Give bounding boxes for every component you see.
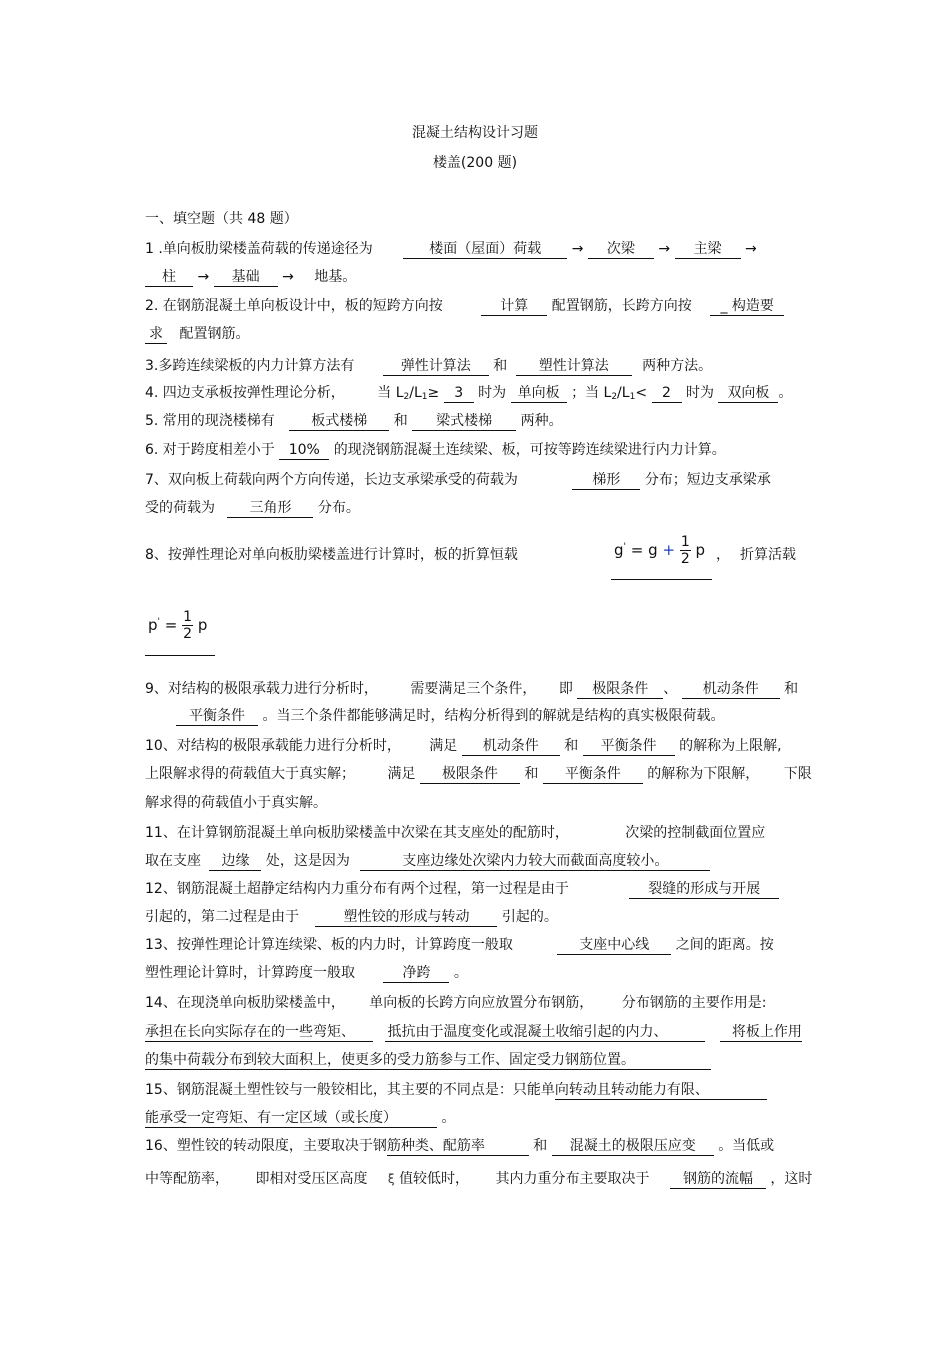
- answer-blank: 三角形: [227, 500, 313, 518]
- question-1-line-1: 1 .单向板肋梁楼盖荷载的传递途径为 楼面（屋面）荷载 → 次梁 → 主梁 →: [145, 241, 757, 257]
- question-7-line-2: 受的荷载为 三角形 分布。: [145, 500, 360, 516]
- question-14-line-1: 14、在现浇单向板肋梁楼盖中， 单向板的长跨方向应放置分布钢筋， 分布钢筋的主要作用是:: [145, 995, 767, 1011]
- question-15-line-2: 能承受一定弯矩、有一定区域（或长度） 。: [145, 1110, 456, 1126]
- formula-underline: [611, 579, 712, 580]
- question-15-line-1: 15、钢筋混凝土塑性铰与一般铰相比，其主要的不同点是：只能单向转动且转动能力有限、: [145, 1081, 767, 1100]
- question-10-line-2: 上限解求得的荷载值大于真实解； 满足 极限条件 和 平衡条件 的解称为下限解， 下限: [145, 766, 812, 782]
- question-7-line-1: 7、双向板上荷载向两个方向传递，长边支承梁承受的荷载为 梯形 分布；短边支承梁承: [145, 472, 771, 488]
- question-16-line-2: 中等配筋率， 即相对受压区高度 ξ 值较低时， 其内力重分布主要取决于 钢筋的流幅 ，这时: [145, 1171, 813, 1187]
- answer-blank: 向转动且转动能力有限、: [555, 1082, 767, 1100]
- question-13-line-2: 塑性理论计算时，计算跨度一般取 净跨 。: [145, 965, 468, 981]
- answer-blank: 双向板: [718, 385, 778, 403]
- answer-blank: 主梁: [675, 241, 741, 259]
- answer-blank: 3: [444, 385, 474, 403]
- answer-blank: 机动条件: [682, 681, 780, 699]
- answer-blank: 支座中心线: [557, 937, 671, 955]
- answer-blank: 楼面（屋面）荷载: [403, 241, 567, 259]
- document-subtitle: 楼盖(200 题): [432, 155, 518, 171]
- answer-blank: 梁式楼梯: [412, 413, 516, 431]
- question-11-line-2: 取在支座 边缘 处，这是因为 支座边缘处次梁内力较大而截面高度较小。: [145, 852, 710, 871]
- answer-blank: 塑性铰的形成与转动: [315, 909, 497, 927]
- answer-blank: 极限条件: [420, 766, 520, 784]
- question-6: 6. 对于跨度相差小于 10% 的现浇钢筋混凝土连续梁、板，可按等跨连续梁进行内力计算。: [145, 442, 726, 458]
- answer-blank: 机动条件: [462, 738, 560, 756]
- answer-blank: 平衡条件: [176, 708, 258, 726]
- answer-blank: 梯形: [572, 472, 640, 490]
- question-14-line-2: [145, 1023, 802, 1042]
- question-13-line-1: 13、按弹性理论计算连续梁、板的内力时，计算跨度一般取 支座中心线 之间的距离。按: [145, 937, 774, 953]
- answer-blank: 边缘: [209, 853, 261, 871]
- question-8-text: 8、按弹性理论对单向板肋梁楼盖进行计算时，板的折算恒载: [145, 547, 518, 563]
- answer-blank: 求: [145, 326, 167, 344]
- answer-blank: 将板上作用: [720, 1024, 802, 1042]
- question-12-line-1: 12、钢筋混凝土超静定结构内力重分布有两个过程，第一过程是由于 裂缝的形成与开展: [145, 880, 779, 899]
- answer-blank: 钢筋的流幅: [670, 1171, 766, 1189]
- question-4: 4. 四边支承板按弹性理论分析， 当 $L_2/L_1\ge 3$ 时为 单向板 ；当 $L_2/L_1< 2$ 时为 双向板 。: [145, 385, 793, 402]
- question-1-line-2: 柱 → 基础 → 地基。: [145, 268, 356, 287]
- answer-blank: 筋种类、配筋率: [387, 1138, 529, 1156]
- answer-blank: 的集中荷载分布到较大面积上，使更多的受力筋参与工作、固定受力钢筋位置。: [145, 1052, 711, 1070]
- answer-blank: 弹性计算法: [383, 358, 489, 376]
- question-10-line-1: 10、对结构的极限承载能力进行分析时， 满足 机动条件 和 平衡条件 的解称为上限解,: [145, 738, 782, 754]
- answer-blank: 抵抗由于温度变化或混凝土收缩引起的内力、: [385, 1024, 705, 1042]
- question-5: 5. 常用的现浇楼梯有 板式楼梯 和 梁式楼梯 两种。: [145, 413, 563, 429]
- question-2-line-2: 求 配置钢筋。: [145, 325, 249, 344]
- answer-blank: 净跨: [383, 965, 449, 983]
- question-14-line-3: [145, 1051, 711, 1070]
- question-8-live-load-label: 折算活载: [740, 547, 796, 563]
- answer-blank: 能承受一定弯矩、有一定区域（或长度）: [145, 1110, 437, 1128]
- formula-underline: [145, 655, 215, 656]
- answer-blank: 计算: [481, 298, 547, 316]
- answer-blank: 平衡条件: [583, 738, 675, 756]
- answer-blank: 平衡条件: [543, 766, 643, 784]
- answer-blank: 次梁: [588, 241, 654, 259]
- answer-blank: 板式楼梯: [289, 413, 389, 431]
- formula-g-prime: g' = g + $\frac{1}{2}$ p: [614, 534, 706, 567]
- answer-blank: _ 构造要: [710, 298, 784, 316]
- answer-blank: 单向板: [511, 385, 567, 403]
- answer-blank: 极限条件: [577, 681, 663, 699]
- xi-symbol: ξ: [387, 1172, 395, 1186]
- answer-blank: 10%: [279, 442, 329, 460]
- document-title: 混凝土结构设计习题: [412, 125, 538, 141]
- answer-blank: 基础: [214, 269, 278, 287]
- question-10-line-3: 解求得的荷载值小于真实解。: [145, 795, 327, 811]
- question-12-line-2: 引起的，第二过程是由于 塑性铰的形成与转动 引起的。: [145, 909, 558, 925]
- question-3: 3.多跨连续梁板的内力计算方法有 弹性计算法 和 塑性计算法 两种方法。: [145, 358, 713, 374]
- answer-blank: 裂缝的形成与开展: [629, 881, 779, 899]
- question-8-comma: ，: [716, 547, 730, 563]
- answer-blank: 支座边缘处次梁内力较大而截面高度较小。: [360, 853, 710, 871]
- question-11-line-1: 11、在计算钢筋混凝土单向板肋梁楼盖中次梁在其支座处的配筋时， 次梁的控制截面位置应: [145, 825, 766, 841]
- answer-blank: 柱: [145, 269, 193, 287]
- answer-blank: 混凝土的极限压应变: [552, 1138, 714, 1156]
- question-9-line-1: 9、对结构的极限承载力进行分析时， 需要满足三个条件， 即 极限条件 、 机动条件 和: [145, 681, 799, 697]
- answer-blank: 承担在长向实际存在的一些弯矩、: [145, 1024, 373, 1042]
- question-2-line-1: 2. 在钢筋混凝土单向板设计中，板的短跨方向按 计算 配置钢筋，长跨方向按 _ 构造要: [145, 297, 784, 316]
- section-heading: 一、填空题（共 48 题）: [145, 211, 298, 227]
- question-9-line-2: 平衡条件 。当三个条件都能够满足时，结构分析得到的解就是结构的真实极限荷载。: [176, 707, 724, 726]
- answer-blank: 塑性计算法: [516, 358, 632, 376]
- question-16-line-1: 16、塑性铰的转动限度，主要取决于钢筋种类、配筋率 和 混凝土的极限压应变 。当低或: [145, 1138, 775, 1154]
- answer-blank: 2: [652, 385, 682, 403]
- formula-p-prime: p' = $\frac{1}{2}$ p: [148, 609, 208, 642]
